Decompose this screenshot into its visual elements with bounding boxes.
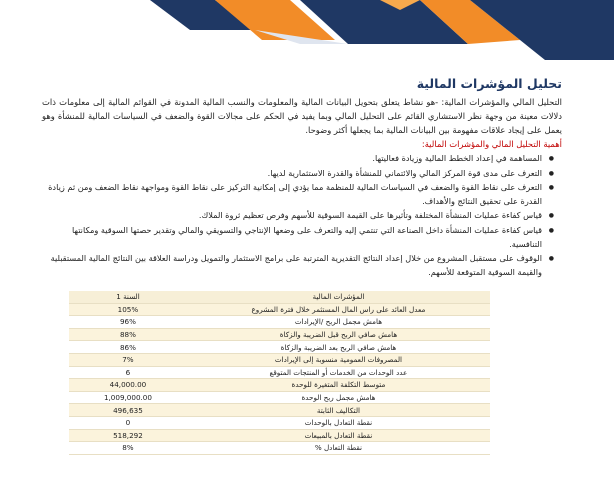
table-row bbox=[69, 366, 490, 379]
indicator-label: معدل العائد على راس المال المستثمر خلال فترة المشروع bbox=[187, 303, 490, 316]
indicator-label: هامش صافي الربح بعد الضريبة والزكاة bbox=[187, 341, 490, 354]
indicator-label: نقطة التعادل % bbox=[187, 442, 490, 455]
indicator-label: هامش صافي الربح قبل الضريبة والزكاة bbox=[187, 328, 490, 341]
indicator-value: 0 bbox=[69, 416, 187, 429]
table-row bbox=[69, 429, 490, 442]
table-row bbox=[69, 303, 490, 316]
indicator-label: متوسط التكلفة المتغيرة للوحدة bbox=[187, 379, 490, 392]
financial-indicators-table bbox=[69, 291, 490, 455]
list-item: ● قياس كفاءة عمليات المنشأة المختلفة وتأثيرها على القيمة السوقية للأسهم وفرص تعظيم ثروة الملاك. bbox=[42, 209, 552, 223]
indicator-value: 96% bbox=[69, 316, 187, 329]
indicator-value: 86% bbox=[69, 341, 187, 354]
list-item: ● قياس كفاءة عمليات المنشأة داخل الصناعة التي تنتمي إليه والتعرف على وضعها الإنتاجي والتسويقي والمالي وتقدير حصتها السوقية ومكانتها التنافسية. bbox=[42, 224, 552, 251]
intro-paragraph: التحليل المالي والمؤشرات المالية: -هو نشاط يتعلق بتحويل البيانات المالية والمعلومات والنسب المالية المدونة في القوائم المالية إلى معلومات ذات دلالات معينة من وجهة نظر الاستشاري القائم على التحليل المالي وبما يفيد في الحكم على مجالات القوة والضعف في السياسات المالية للمنشأة وهو يعمل على إيجاد علاقات مفهومة بين البيانات المالية بما يجعلها أكثر وضوحا. bbox=[42, 97, 562, 135]
table-row bbox=[69, 404, 490, 417]
indicator-value: 6 bbox=[69, 366, 187, 379]
header-year-1: السنة 1 bbox=[69, 291, 187, 303]
decorative-header-banner bbox=[0, 0, 614, 62]
indicator-label: نقطة التعادل بالمبيعات bbox=[187, 429, 490, 442]
indicator-value: 1,009,000.00 bbox=[69, 391, 187, 404]
indicator-value: 7% bbox=[69, 353, 187, 366]
list-item: ● الوقوف على مستقبل المشروع من خلال إعداد النتائج التقديرية المترتبة على برامج الاستثمار والتمويل ودراسة العلاقة بين النتائج المالية المستقبلية والقيمة السوقية المتوقعة للأسهم. bbox=[42, 252, 552, 279]
indicator-value: 88% bbox=[69, 328, 187, 341]
table-row bbox=[69, 341, 490, 354]
table-row bbox=[69, 391, 490, 404]
importance-subheading: أهمية التحليل المالي والمؤشرات المالية: bbox=[421, 139, 562, 149]
header-indicator: المؤشرات المالية bbox=[187, 291, 490, 303]
table-row bbox=[69, 442, 490, 455]
table-row bbox=[69, 316, 490, 329]
list-item: ● المساهمة في إعداد الخطط المالية وزيادة فعاليتها. bbox=[42, 152, 552, 166]
indicator-label: عدد الوحدات من الخدمات أو المنتجات المتوقع bbox=[187, 366, 490, 379]
list-item: ● التعرف على مدى قوة المركز المالي والائتماني للمنشأة والقدرة الاستثمارية لديها. bbox=[42, 167, 552, 181]
indicator-label: هامش مجمل ربح الوحدة bbox=[187, 391, 490, 404]
indicator-value: 8% bbox=[69, 442, 187, 455]
table-row bbox=[69, 328, 490, 341]
table-row bbox=[69, 416, 490, 429]
indicator-value: 518,292 bbox=[69, 429, 187, 442]
indicator-label: نقطة التعادل بالوحدات bbox=[187, 416, 490, 429]
table-row bbox=[69, 353, 490, 366]
indicator-label: التكاليف الثابتة bbox=[187, 404, 490, 417]
indicator-value: 44,000.00 bbox=[69, 379, 187, 392]
importance-list bbox=[42, 152, 562, 279]
section-title: تحليل المؤشرات المالية bbox=[416, 76, 562, 91]
indicator-label: المصروفات العمومية منسوبة إلى الإيرادات bbox=[187, 353, 490, 366]
table-row bbox=[69, 379, 490, 392]
indicator-value: 496,635 bbox=[69, 404, 187, 417]
indicator-value: 105% bbox=[69, 303, 187, 316]
table-header-row bbox=[69, 291, 490, 303]
financial-indicators-section bbox=[42, 76, 562, 280]
list-item: ● التعرف على نقاط القوة والضعف في السياسات المالية للمنظمة مما يؤدي إلى إمكانية التركيز على نقاط القوة ومواجهة نقاط الضعف ومن ثم زيادة القدرة على تحقيق النتائج والأهداف. bbox=[42, 181, 552, 208]
indicator-label: هامش مجمل الربح /الإيرادات bbox=[187, 316, 490, 329]
